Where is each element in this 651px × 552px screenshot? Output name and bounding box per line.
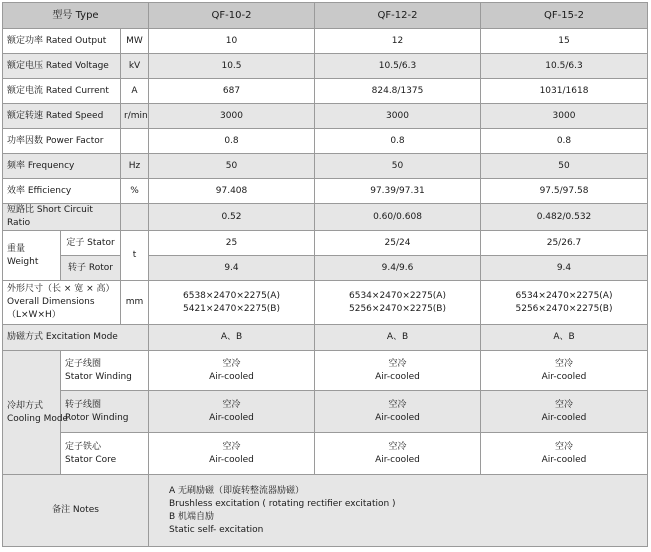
value-cell: 15	[481, 29, 648, 54]
unit-cell: MW	[121, 29, 149, 54]
row-label: 效率 Efficiency	[3, 179, 121, 204]
value-cell: 0.8	[315, 129, 481, 154]
label-en: Stator Core	[65, 454, 117, 465]
header-row	[3, 3, 648, 29]
unit-cell: %	[121, 179, 149, 204]
value-en: Air-cooled	[375, 454, 420, 465]
label-cn: 转子线圈	[65, 399, 102, 410]
value-en: Air-cooled	[541, 412, 587, 423]
dimensions-label	[3, 281, 121, 325]
unit-cell: A	[121, 79, 149, 104]
value-en: Air-cooled	[375, 412, 420, 423]
value-cn: 空冷	[222, 441, 241, 452]
unit-cell: mm	[121, 281, 149, 325]
stator-winding-label	[61, 351, 149, 391]
value-cell: 9.4	[481, 256, 648, 281]
row-label: 励磁方式 Excitation Mode	[3, 325, 149, 351]
value-en: Air-cooled	[541, 454, 587, 465]
model-header: QF-10-2	[149, 3, 315, 29]
notes-label: 备注 Notes	[3, 475, 149, 547]
table-row	[3, 433, 648, 475]
note-b-en: Static self- excitation	[169, 524, 264, 535]
stator-label: 定子 Stator	[61, 231, 121, 256]
note-b-cn: B 机端自励	[169, 511, 215, 522]
value-cell: 50	[315, 154, 481, 179]
table-row	[3, 54, 648, 79]
model-header: QF-15-2	[481, 3, 648, 29]
table-row	[3, 325, 648, 351]
value-cn: 空冷	[388, 358, 407, 369]
dimensions-label-line: Overall Dimensions	[7, 297, 95, 307]
unit-cell: t	[121, 231, 149, 281]
value-cell	[481, 391, 648, 433]
unit-cell: kV	[121, 54, 149, 79]
value-cn: 空冷	[388, 441, 407, 452]
unit-cell	[121, 204, 149, 231]
value-cell: 10	[149, 29, 315, 54]
value-cell: 97.39/97.31	[315, 179, 481, 204]
value-cell: 3000	[481, 104, 648, 129]
row-label: 频率 Frequency	[3, 154, 121, 179]
dimension-b: 5256×2470×2275(B)	[515, 303, 613, 314]
value-cn: 空冷	[554, 358, 573, 369]
notes-row	[3, 475, 648, 547]
value-en: Air-cooled	[209, 371, 254, 382]
value-cell: 0.8	[481, 129, 648, 154]
dimension-a: 6534×2470×2275(A)	[515, 290, 613, 301]
weight-label-cn: 重量	[7, 243, 26, 254]
dimensions-label-line: 外形尺寸（长 × 宽 × 高）	[7, 284, 115, 294]
table-row	[3, 231, 648, 256]
label-cn: 定子铁心	[65, 441, 102, 452]
value-cell: 9.4	[149, 256, 315, 281]
table-row	[3, 179, 648, 204]
dimension-b: 5256×2470×2275(B)	[349, 303, 446, 314]
value-cell	[149, 391, 315, 433]
spec-table	[2, 2, 648, 547]
value-cn: 空冷	[554, 399, 573, 410]
unit-cell: Hz	[121, 154, 149, 179]
unit-cell	[121, 129, 149, 154]
row-label: 额定电压 Rated Voltage	[3, 54, 121, 79]
weight-label-en: Weight	[7, 256, 39, 267]
rotor-label: 转子 Rotor	[61, 256, 121, 281]
weight-label	[3, 231, 61, 281]
table-row	[3, 29, 648, 54]
row-label: 额定转速 Rated Speed	[3, 104, 121, 129]
note-a-en: Brushless excitation ( rotating rectifier excitation )	[169, 498, 396, 509]
value-cell: 12	[315, 29, 481, 54]
value-cell	[315, 351, 481, 391]
value-cell: 0.60/0.608	[315, 204, 481, 231]
value-cell: A、B	[481, 325, 648, 351]
value-cell: 25	[149, 231, 315, 256]
table-row	[3, 351, 648, 391]
cooling-label-en: Cooling Mode	[7, 413, 69, 424]
value-cell: 10.5	[149, 54, 315, 79]
value-cell	[149, 281, 315, 325]
value-en: Air-cooled	[541, 371, 587, 382]
value-cell	[481, 351, 648, 391]
table-row	[3, 391, 648, 433]
value-cell	[149, 433, 315, 475]
label-cn: 定子线圈	[65, 358, 102, 369]
cooling-label	[3, 351, 69, 475]
value-cell: 10.5/6.3	[315, 54, 481, 79]
value-cn: 空冷	[388, 399, 407, 410]
table-row	[3, 79, 648, 104]
value-cell: 0.482/0.532	[481, 204, 648, 231]
value-cell: 0.8	[149, 129, 315, 154]
value-en: Air-cooled	[209, 412, 254, 423]
note-a-cn: A 无刷励磁（即旋转整流器励磁）	[169, 485, 305, 496]
row-label: 额定电流 Rated Current	[3, 79, 121, 104]
rotor-winding-label	[61, 391, 149, 433]
value-cell: 50	[149, 154, 315, 179]
cooling-label-cn: 冷却方式	[7, 400, 44, 411]
value-cell: 687	[149, 79, 315, 104]
stator-core-label	[61, 433, 149, 475]
model-header: QF-12-2	[315, 3, 481, 29]
value-en: Air-cooled	[209, 454, 254, 465]
value-cell: 0.52	[149, 204, 315, 231]
value-cn: 空冷	[222, 358, 241, 369]
value-cell: 1031/1618	[481, 79, 648, 104]
row-label: 功率因数 Power Factor	[3, 129, 121, 154]
type-header: 型号 Type	[3, 3, 149, 29]
notes-content	[149, 475, 648, 547]
row-label: 额定功率 Rated Output	[3, 29, 121, 54]
value-cell: 10.5/6.3	[481, 54, 648, 79]
dimension-a: 6538×2470×2275(A)	[183, 290, 280, 301]
row-label: 短路比 Short Circuit Ratio	[3, 204, 121, 231]
label-en: Rotor Winding	[65, 412, 129, 423]
value-cell: 3000	[149, 104, 315, 129]
value-cell: 9.4/9.6	[315, 256, 481, 281]
table-row	[3, 104, 648, 129]
table-row	[3, 129, 648, 154]
value-cell: 3000	[315, 104, 481, 129]
value-cell: A、B	[315, 325, 481, 351]
spec-sheet	[2, 2, 647, 547]
value-cell: 824.8/1375	[315, 79, 481, 104]
value-cn: 空冷	[222, 399, 241, 410]
value-en: Air-cooled	[375, 371, 420, 382]
dimension-a: 6534×2470×2275(A)	[349, 290, 446, 301]
value-cell	[315, 281, 481, 325]
label-en: Stator Winding	[65, 371, 132, 382]
unit-cell: r/min	[121, 104, 149, 129]
value-cell	[315, 433, 481, 475]
value-cell: A、B	[149, 325, 315, 351]
value-cell: 25/24	[315, 231, 481, 256]
table-row	[3, 256, 648, 281]
dimensions-label-line: （L×W×H）	[7, 310, 61, 320]
table-row	[3, 204, 648, 231]
table-row	[3, 281, 648, 325]
value-cell: 97.5/97.58	[481, 179, 648, 204]
value-cell	[315, 391, 481, 433]
dimension-b: 5421×2470×2275(B)	[183, 303, 280, 314]
value-cell: 50	[481, 154, 648, 179]
value-cell: 97.408	[149, 179, 315, 204]
value-cell	[481, 281, 648, 325]
table-row	[3, 154, 648, 179]
value-cell: 25/26.7	[481, 231, 648, 256]
value-cell	[149, 351, 315, 391]
value-cn: 空冷	[554, 441, 573, 452]
value-cell	[481, 433, 648, 475]
